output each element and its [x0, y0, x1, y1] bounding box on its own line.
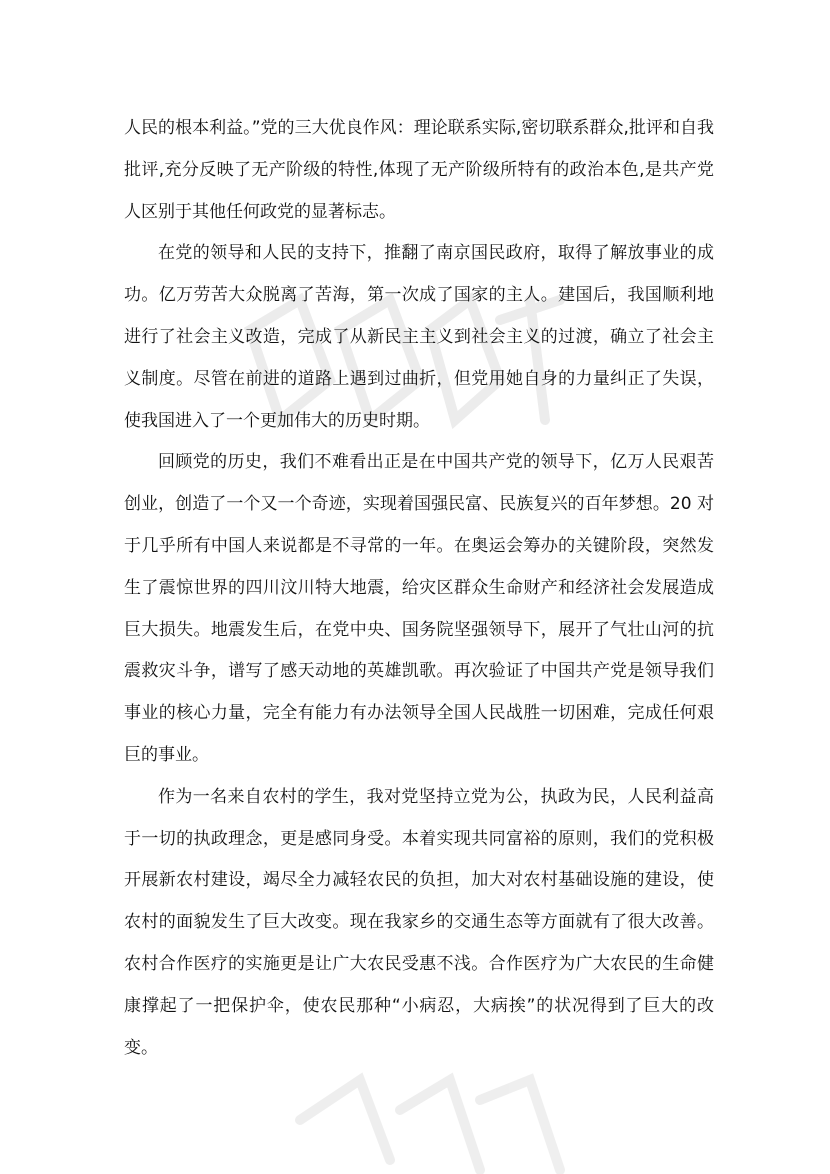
paragraph-1: 人民的根本利益。”党的三大优良作风：理论联系实际,密切联系群众,批评和自我批评,充分反映了无产阶级的特性,体现了无产阶级所特有的政治本色,是共产党人区别于其他任何政党的显著标志。 — [124, 118, 714, 222]
document-body — [124, 108, 714, 1069]
paragraph-4: 作为一名来自农村的学生，我对党坚持立党为公，执政为民，人民利益高于一切的执政理念，更是感同身受。本着实现共同富裕的原则，我们的党积极开展新农村建设，竭尽全力减轻农民的负担，加大对农村基础设施的建设，使农村的面貌发生了巨大改变。现在我家乡的交通生态等方面就有了很大改善。农村合作医疗的实施更是让广大农民受惠不浅。合作医疗为广大农民的生命健康撑起了一把保护伞，使农民那种“小病忍，大病挨”的状况得到了巨大的改变。 — [124, 786, 714, 1058]
watermark-mark-bottom — [300, 1080, 560, 1170]
paragraph-2: 在党的领导和人民的支持下，推翻了南京国民政府，取得了解放事业的成功。亿万劳苦大众脱离了苦海，第一次成了国家的主人。建国后，我国顺利地进行了社会主义改造，完成了从新民主主义到社会主义的过渡，确立了社会主义制度。尽管在前进的道路上遇到过曲折，但党用她自身的力量纠正了失误，使我国进入了一个更加伟大的历史时期。 — [124, 243, 714, 431]
paragraph-3: 回顾党的历史，我们不难看出正是在中国共产党的领导下，亿万人民艰苦创业，创造了一个又一个奇迹，实现着国强民富、民族复兴的百年梦想。20 对于几乎所有中国人来说都是不寻常的一年。在奥运会筹办的关键阶段，突然发生了震惊世界的四川汶川特大地震，给灾区群众生命财产和经济社会发展造成巨大损失。地震发生后，在党中央、国务院坚强领导下，展开了气壮山河的抗震救灾斗争，谱写了感天动地的英雄凯歌。再次验证了中国共产党是领导我们事业的核心力量，完全有能力有办法领导全国人民战胜一切困难，完成任何艰巨的事业。 — [124, 452, 714, 765]
